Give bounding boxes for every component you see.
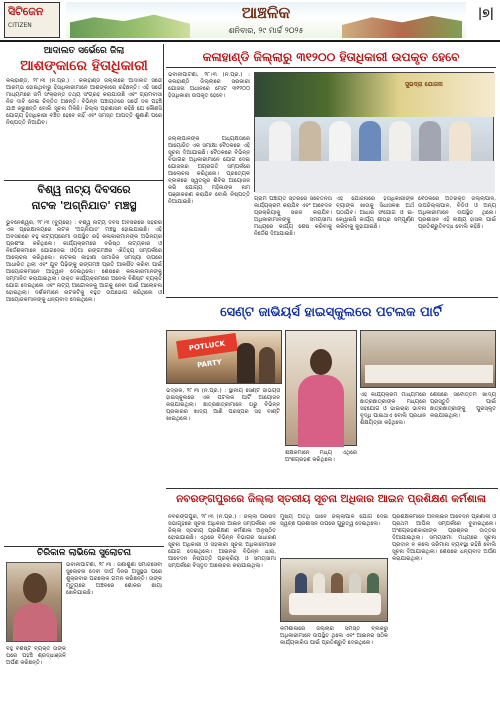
nabarangpur-headline: ନବରଙ୍ଗପୁରରେ ଜିଲ୍ଲା ସ୍ତରୀୟ ସୂଚନା ଅଧିକାର ଆଇନ ପ୍ରଶିକ୍ଷଣ କର୍ମଶାଳା xyxy=(176,493,486,505)
landscape-illustration-left xyxy=(70,12,190,38)
photo-person xyxy=(259,347,275,383)
photo-person xyxy=(419,121,441,165)
left-story-body: କଳାହାଣ୍ଡି, ୨୮।୩ (ନି.ପ୍ର.) : କଳାହାଣ୍ଡି ଜିଲ୍ଲାରେ ଆଦାଲତ ସର୍ଭେ ଆରମ୍ଭ ହୋଇଥିବାରୁ ହିତାଧିକାରୀମାନେ ଆଶଙ୍କାରେ ରହିଛନ୍ତି। ଏହି ସର୍ଭେ ମାଧ୍ୟମରେ ଜମି ସଂକ୍ରାନ୍ତ ତଥ୍ୟ ସଂଗ୍ରହ କରାଯାଉଛି ଏବଂ ଗ୍ରାମବାସୀ ନିଜ ଦାବି ନେଇ ଚିନ୍ତିତ ଅଛନ୍ତି। ବିଭିନ୍ନ ପଞ୍ଚାୟତରେ ସର୍ଭେ ଦଳ ପହଞ୍ଚି ଯାଞ୍ଚ କରୁଛନ୍ତି ବୋଲି ସୂଚନା ମିଳିଛି। ଜିଲ୍ଲା ପ୍ରଶାସନ କହିଛି ଯେ କୌଣସି ଯୋଗ୍ୟ ହିତାଧିକାରୀ ବଞ୍ଚିତ ହେବେ ନାହିଁ ଏବଂ ସମସ୍ତ ଆପତ୍ତି ଶୁଣାଣି ପରେ ନିଷ୍ପତ୍ତି ନିଆଯିବ। xyxy=(6,78,162,126)
photo-banner-text: ସୁଭଦ୍ରା ଯୋଜନା xyxy=(405,81,443,88)
nabarangpur-body-col2-continued: କର୍ମଶାଳାରେ ଜିଲ୍ଲାର ସମସ୍ତ ବ୍ଲକରୁ ଅଧିକାରୀମାନେ ଉପସ୍ଥିତ ଥିଲେ ଏବଂ ଆଇନର ସଠିକ କାର୍ଯ୍ୟକାରିତା ପାଇଁ ପ୍ରତିଶ୍ରୁତି ଦେଇଥିଲେ। xyxy=(280,626,388,646)
obituary-photo xyxy=(6,562,62,642)
divider xyxy=(166,488,498,489)
st-xavier-body-col1: ଭଦ୍ରକ, ୨୮।୩ (ନି.ପ୍ର.) : ସ୍ଥାନୀୟ ସେଣ୍ଟ ଜାଭିୟର୍ସ ହାଇସ୍କୁଲରେ ଏକ ପଟଲକ ପାର୍ଟି ଆୟୋଜନ କରାଯାଇଥିଲା। ଛାତ୍ରଛାତ୍ରୀମାନେ ଘରୁ ବିଭିନ୍ନ ପ୍ରକାରର ଖାଦ୍ୟ ଆଣି ପରସ୍ପର ସହ ବାଣ୍ଟି ଖାଇଥିଲେ। xyxy=(166,388,280,422)
potluck-photo xyxy=(166,330,282,384)
newspaper-logo xyxy=(4,2,60,38)
photo-face xyxy=(23,573,47,603)
st-xavier-body-col2: ଶିକ୍ଷକମାନେ ମଧ୍ୟ ଏଥିରେ ଅଂଶଗ୍ରହଣ କରିଥିଲେ। xyxy=(285,450,357,463)
photo-person xyxy=(269,121,291,165)
nataka-headline-line2: ନାଟକ 'ଅଗ୍ନିଯାତ' ମଞ୍ଚସ୍ଥ xyxy=(31,199,137,212)
photo-person xyxy=(389,121,411,165)
logo-subtext: CITIZEN xyxy=(8,22,32,29)
photo-face xyxy=(310,349,332,375)
kalahandi-body-col1: ଜିଲ୍ଲାପାଳଙ୍କ ଅଧ୍ୟକ୍ଷତାରେ ଆୟୋଜିତ ଏକ ସମୀକ୍ଷା ବୈଠକରେ ଏହି ସୂଚନା ଦିଆଯାଇଛି। ବୈଠକରେ ବିଭିନ୍ନ ବିଭାଗର ଅଧିକାରୀମାନେ ଯୋଗ ଦେଇ ଯୋଜନାର ଅଗ୍ରଗତି ସମ୍ପର୍କରେ ଆଲୋଚନା କରିଥିଲେ। ପ୍ରତ୍ୟେକ ବ୍ଲକରେ ସ୍ୱତନ୍ତ୍ର ଶିବିର ଆୟୋଜନ କରି ଯୋଗ୍ୟ ମହିଳାଙ୍କ ନାମ ପଞ୍ଜୀକରଣ କରାଯିବ ବୋଲି ନିଷ୍ପତ୍ତି ନିଆଯାଇଛି। xyxy=(168,136,250,205)
st-xavier-body-col3: ଏହି କାର୍ଯ୍ୟକ୍ରମ ମାଧ୍ୟମରେ ଛାତ୍ରଛାତ୍ରୀଙ୍କ ମଧ୍ୟରେ ସହଯୋଗ ଓ ଭାଇଚାରା ଭାବନା ବୃଦ୍ଧି ପାଇଥାଏ ବୋଲି ପ୍ରଧାନ ଶିକ୍ଷୟିତ୍ରୀ କହିଥିଲେ। xyxy=(360,392,426,426)
kalahandi-body-col4: ବୈଠକରେ ଅତିରିକ୍ତ ଜିଲ୍ଲାପାଳ, ଉପଜିଲ୍ଲାପାଳ, ବିଡିଓ ଓ ଅନ୍ୟ ଅଧିକାରୀମାନେ ଉପସ୍ଥିତ ଥିଲେ। ପ୍ରଶାସନ ଏହି ଲକ୍ଷ୍ୟ ହାସଲ ପାଇଁ ପ୍ରତିଶ୍ରୁତିବଦ୍ଧ ବୋଲି କହିଛି। xyxy=(418,196,496,230)
page-number: |୭| xyxy=(477,6,494,20)
workshop-photo xyxy=(280,558,388,622)
stage-backdrop xyxy=(255,73,495,117)
party-table-photo xyxy=(360,330,496,388)
nabarangpur-body-col3: ପ୍ରଶିକ୍ଷକମାନେ ଅନଲାଇନ ଆବେଦନ ପ୍ରଣାଳୀ ଓ ପ୍ରଥମ ଆପିଲ ସମ୍ପର୍କରେ ବୁଝାଇଥିଲେ। ଅଂଶଗ୍ରହଣକାରୀଙ୍କ ପ୍ରଶ୍ନର ଉତ୍ତର ଦିଆଯାଇଥିଲା। ସମୟସୀମା ମଧ୍ୟରେ ସୂଚନା ପ୍ରଦାନ ନ କଲେ ଜରିମାନା ବ୍ୟବସ୍ଥା ରହିଛି ବୋଲି ସୂଚନା ଦିଆଯାଇଥିଲା। ଶେଷରେ ଧନ୍ୟବାଦ ଅର୍ପଣ କରାଯାଇଥିଲା। xyxy=(392,514,496,562)
divider xyxy=(4,180,164,181)
photo-person xyxy=(359,121,381,165)
photo-person xyxy=(237,343,255,383)
nabarangpur-body-col1: ନବରଙ୍ଗପୁର, ୨୮।୩ (ନି.ପ୍ର.) : ଜିଲ୍ଲା ପରିଷଦ ସଭାଗୃହରେ ସୂଚନା ଅଧିକାର ଆଇନ ସମ୍ପର୍କରେ ଏକ ଜିଲ୍ଲା ସ୍ତରୀୟ ପ୍ରଶିକ୍ଷଣ କର୍ମଶାଳା ଅନୁଷ୍ଠିତ ହୋଇଯାଇଛି। ଏଥିରେ ବିଭିନ୍ନ ବିଭାଗର ସାଧାରଣ ସୂଚନା ଅଧିକାରୀ ଓ ସହକାରୀ ସୂଚନା ଅଧିକାରୀମାନେ ଯୋଗ ଦେଇଥିଲେ। ଆଇନର ବିଭିନ୍ନ ଧାରା, ଆବେଦନ ନିଷ୍ପତ୍ତି ପ୍ରକ୍ରିୟା ଓ ସମୟସୀମା ସମ୍ପର୍କରେ ବିସ୍ତୃତ ଆଲୋଚନା କରାଯାଇଥିଲା। xyxy=(168,514,276,569)
section-title: ଆଞ୍ଚଳିକ xyxy=(241,3,291,22)
photo-figure xyxy=(13,603,57,641)
logo-text: ସିଟିଜେନ xyxy=(8,5,44,18)
kalahandi-body-col3: ଏହି ଯୋଜନାରେ ହିତାଧିକାରୀଙ୍କ ବ୍ୟାଙ୍କ ଖାତାକୁ ସିଧାସଳଖ ଅର୍ଥ ପଠାଯିବ। ଆଧାର ସଂଯୋଗ ଓ ଇ-କେୱାଇସି କାର୍ଯ୍ୟ ଶୀଘ୍ର ସମ୍ପୂର୍ଣ୍ଣ କରିବାକୁ କୁହାଯାଇଛି। xyxy=(336,196,414,230)
obituary-body: ଭବାନୀପାଟଣା, ୨୮।୩ : ଜଣାଶୁଣା ସମାଜସେବୀ ସୁଲୋଚନା ଦେବୀ ଦୀର୍ଘ ଦିନର ଅସୁସ୍ଥତା ପରେ ଶୁକ୍ରବାର ପରଲୋକ ଗମନ କରିଛନ୍ତି। ତାଙ୍କ ମୃତ୍ୟୁରେ ଅଞ୍ଚଳରେ ଶୋକର ଛାୟା ଖେଳିଯାଇଛି। xyxy=(66,562,162,596)
potluck-sign: POTLUCK PARTY xyxy=(176,333,238,359)
photo-figure xyxy=(298,375,344,447)
divider xyxy=(166,297,498,298)
date-line: ଶନିବାର, ୨୯ ମାର୍ଚ୍ଚ ୨୦୨୫ xyxy=(228,26,304,35)
conference-table xyxy=(289,593,381,615)
nataka-story-body: ଭୁବନେଶ୍ୱର, ୨୮।୩ (ବ୍ୟୁରୋ) : ବିଶ୍ୱ ନାଟ୍ୟ ଦିବସ ଅବସରରେ ସହରର ଏକ ପ୍ରେକ୍ଷାଳୟରେ ନାଟକ 'ଅଗ୍ନିଯାତ' ମଞ୍ଚସ୍ଥ ହୋଇଯାଇଛି। ଏହି ଅବସରରେ ବହୁ ନାଟ୍ୟପ୍ରେମୀ ଉପସ୍ଥିତ ରହି କଳାକାରମାନଙ୍କ ଅଭିନୟର ପ୍ରଶଂସା କରିଥିଲେ। କାର୍ଯ୍ୟକ୍ରମରେ ବରିଷ୍ଠ ନାଟ୍ୟକାର ଓ ନିର୍ଦ୍ଦେଶକମାନେ ଯୋଗଦେଇ ଓଡ଼ିଆ ରଙ୍ଗମଞ୍ଚର ଐତିହ୍ୟ ସମ୍ପର୍କରେ ଆଲୋଚନା କରିଥିଲେ। ନାଟକର କାହାଣୀ ସାମାଜିକ ସମସ୍ୟା ଉପରେ ଆଧାରିତ ଥିଲା ଏବଂ ଯୁବ ପିଢ଼ିଙ୍କୁ ରଙ୍ଗମଞ୍ଚ ପ୍ରତି ଆକର୍ଷିତ କରିବା ପାଇଁ ଆୟୋଜକମାନେ ଆହ୍ୱାନ ଦେଇଥିଲେ। ଶେଷରେ କଳାକାରମାନଙ୍କୁ ସମ୍ମାନିତ କରାଯାଇଥିଲା। ଉକ୍ତ କାର୍ଯ୍ୟକ୍ରମରେ ଅନେକ ବିଶିଷ୍ଟ ବ୍ୟକ୍ତି ଯୋଗ ଦେଇଥିଲେ ଏବଂ ନାଟ୍ୟ ଆନ୍ଦୋଳନକୁ ଆଗକୁ ନେବା ପାଇଁ ଆଲୋଚନା ହୋଇଥିଲା। ଦର୍ଶକମାନେ ନାଟକଟିକୁ ବହୁତ ଉପଭୋଗ କରିଥିଲେ ଓ ଆୟୋଜକମାନଙ୍କୁ ଧନ୍ୟବାଦ ଦେଇଥିଲେ। xyxy=(6,220,162,303)
left-story-headline: ଆଶଙ୍କାରେ ହିତାଧିକାରୀ xyxy=(20,58,148,74)
masthead xyxy=(0,0,500,42)
landscape-illustration-right xyxy=(342,12,462,38)
photo-person xyxy=(329,121,351,165)
section-banner xyxy=(66,2,466,38)
kalahandi-body-col2: ଗ୍ରାମ ପଞ୍ଚାୟତ ସ୍ତରରେ ସଚେତନତା କାର୍ଯ୍ୟକ୍ରମ କରାଯିବ ଏବଂ ଆବେଦନ ପ୍ରକ୍ରିୟାକୁ ସରଳ କରାଯିବ। ଅଧିକାରୀମାନଙ୍କୁ ସମୟସୀମା ମଧ୍ୟରେ କାର୍ଯ୍ୟ ଶେଷ କରିବାକୁ ନିର୍ଦ୍ଦେଶ ଦିଆଯାଇଛି। xyxy=(254,196,332,237)
student-portrait-photo xyxy=(285,330,357,446)
photo-person xyxy=(449,121,471,165)
kalahandi-headline: କଳାହାଣ୍ଡି ଜିଲ୍ଲାରୁ ୩୧୨୦୦ ହିତାଧିକାରୀ ଉପକୃତ ହେବେ xyxy=(166,46,496,68)
kalahandi-dateline: ଭବାନୀପାଟଣା, ୨୮।୩ (ନି.ପ୍ର.) : କଳାହାଣ୍ଡି ଜିଲ୍ଲାରେ ସରକାରୀ ଯୋଜନା ଅଧୀନରେ ମୋଟ ୩୧୨୦୦ ହିତାଧିକାରୀ ଉପକୃତ ହେବେ। xyxy=(168,72,250,99)
divider xyxy=(4,546,164,547)
photo-person xyxy=(299,121,321,165)
st-xavier-headline: ସେଣ୍ଟ ଜାଭିୟର୍ସ ହାଇସ୍କୁଲରେ ପଟଲକ ପାର୍ଟି xyxy=(220,305,442,320)
st-xavier-body-col4: ଶେଷରେ ସର୍ବୋତ୍ତମ ଖାଦ୍ୟ ପ୍ରସ୍ତୁତି ପାଇଁ ଛାତ୍ରଛାତ୍ରୀଙ୍କୁ ପୁରସ୍କୃତ କରାଯାଇଥିଲା। xyxy=(430,392,496,419)
obituary-headline: ଚିରିକାଳ ଲାଭିଲେ ସୁଲୋଚନା xyxy=(36,548,132,558)
column-divider xyxy=(163,44,164,294)
left-story-kicker: ଆଦାଲତ ସର୍ଭେରେ ଜିଲା xyxy=(43,46,125,56)
nataka-headline-line1: ବିଶ୍ୱ ନାଟ୍ୟ ଦିବସରେ xyxy=(37,183,131,196)
food-table xyxy=(365,365,493,383)
photo-table xyxy=(255,161,495,193)
nabarangpur-body-col2: ମୁଖ୍ୟ ଅତିଥି ଭାବେ ଜିଲ୍ଲାପାଳ ଯୋଗ ଦେଇ ସ୍ୱଚ୍ଛ ପ୍ରଶାସନ ଉପରେ ଗୁରୁତ୍ୱ ଦେଇଥିଲେ। xyxy=(280,514,388,527)
obituary-body-continued: ବହୁ ବିଶିଷ୍ଟ ବ୍ୟକ୍ତି ତାଙ୍କ ଘରେ ପହଞ୍ଚି ଶ୍ରଦ୍ଧାଞ୍ଜଳି ଅର୍ପଣ କରିଛନ୍ତି। xyxy=(6,646,66,666)
kalahandi-meeting-photo xyxy=(254,72,494,192)
